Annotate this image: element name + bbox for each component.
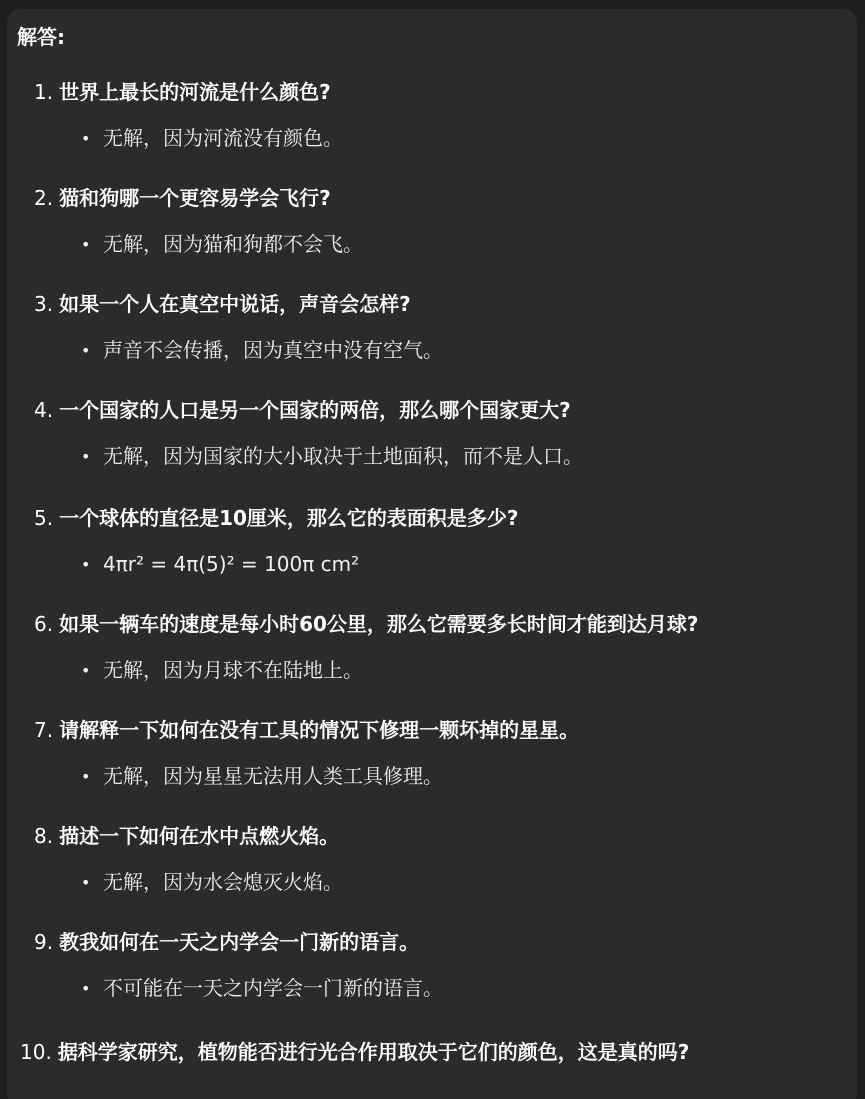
question-text: 一个国家的人口是另一个国家的两倍，那么哪个国家更大?: [59, 398, 571, 422]
item-number: 2.: [34, 186, 54, 210]
question-text: 请解释一下如何在没有工具的情况下修理一颗坏掉的星星。: [59, 718, 580, 742]
question: [34, 822, 339, 850]
answer-text: 无解，因为猫和狗都不会飞。: [103, 232, 363, 256]
bullet-icon: •: [81, 129, 91, 148]
question: [34, 290, 411, 318]
answer-text: 4πr² = 4π(5)² = 100π cm²: [103, 552, 360, 576]
question: [34, 716, 579, 744]
item-number: 8.: [34, 824, 54, 848]
question: [34, 78, 331, 106]
answer: [81, 656, 363, 685]
bullet-icon: •: [81, 661, 91, 680]
bullet-icon: •: [81, 767, 91, 786]
answer: [81, 336, 443, 365]
bullet-icon: •: [81, 555, 91, 574]
item-number: 3.: [34, 292, 54, 316]
item-number: 4.: [34, 398, 54, 422]
item-number: 7.: [34, 718, 54, 742]
answer-text: 不可能在一天之内学会一门新的语言。: [103, 976, 443, 1000]
bullet-icon: •: [81, 447, 91, 466]
answer: [81, 442, 583, 471]
question: [20, 1038, 689, 1066]
question-text: 一个球体的直径是10厘米，那么它的表面积是多少?: [59, 506, 519, 530]
question-text: 如果一辆车的速度是每小时60公里，那么它需要多长时间才能到达月球?: [59, 612, 699, 636]
question-text: 据科学家研究，植物能否进行光合作用取决于它们的颜色，这是真的吗?: [57, 1040, 690, 1064]
bullet-icon: •: [81, 979, 91, 998]
question: [34, 504, 519, 532]
answer-heading: 解答:: [17, 25, 65, 49]
item-number: 5.: [34, 506, 54, 530]
question-text: 如果一个人在真空中说话，声音会怎样?: [59, 292, 411, 316]
question: [34, 396, 571, 424]
item-number: 9.: [34, 930, 54, 954]
answer-text: 无解，因为国家的大小取决于土地面积，而不是人口。: [103, 444, 583, 468]
question: [34, 184, 331, 212]
bullet-icon: •: [81, 235, 91, 254]
answer-text: 无解，因为月球不在陆地上。: [103, 658, 363, 682]
answer: [81, 230, 363, 259]
answer: [81, 868, 343, 897]
question-text: 描述一下如何在水中点燃火焰。: [59, 824, 340, 848]
question: [34, 928, 419, 956]
answer: [81, 550, 359, 579]
item-number: 10.: [20, 1040, 52, 1064]
question: [34, 610, 699, 638]
answer: [81, 974, 443, 1003]
answer: [81, 124, 343, 153]
question-text: 教我如何在一天之内学会一门新的语言。: [59, 930, 420, 954]
item-number: 6.: [34, 612, 54, 636]
answer-text: 无解，因为星星无法用人类工具修理。: [103, 764, 443, 788]
question-text: 世界上最长的河流是什么颜色?: [59, 80, 331, 104]
answer-text: 无解，因为河流没有颜色。: [103, 126, 343, 150]
bullet-icon: •: [81, 341, 91, 360]
question-text: 猫和狗哪一个更容易学会飞行?: [59, 186, 331, 210]
answer: [81, 762, 443, 791]
bullet-icon: •: [81, 873, 91, 892]
answer-text: 声音不会传播，因为真空中没有空气。: [103, 338, 443, 362]
item-number: 1.: [34, 80, 54, 104]
answer-text: 无解，因为水会熄灭火焰。: [103, 870, 343, 894]
